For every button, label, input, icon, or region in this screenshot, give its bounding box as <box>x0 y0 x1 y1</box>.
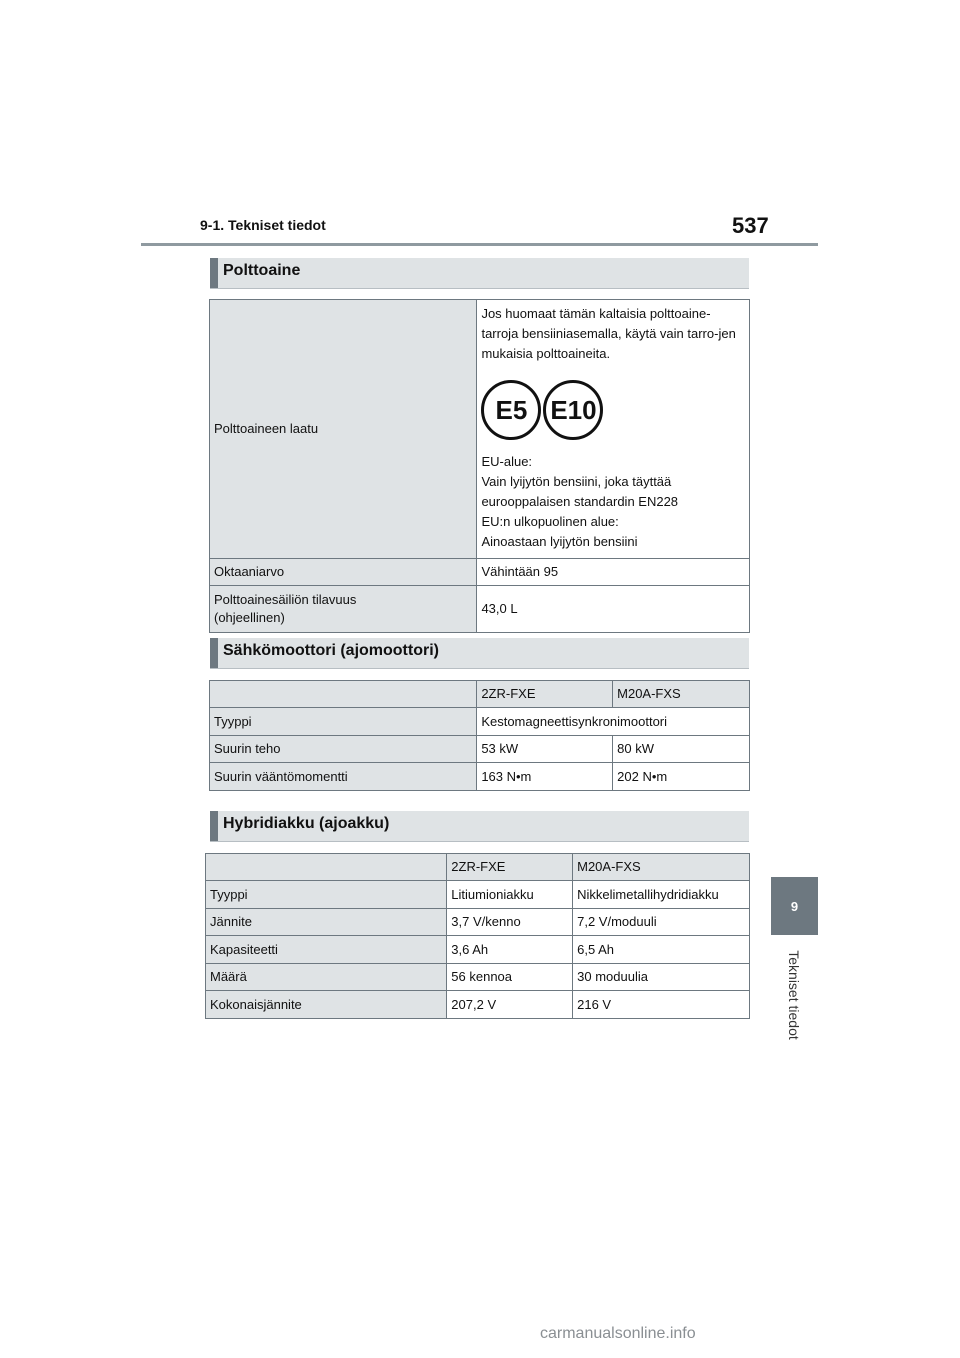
table-cell: Määrä <box>206 964 447 991</box>
table-cell: Litiumioniakku <box>447 881 573 909</box>
battery-section-heading <box>210 811 749 842</box>
chapter-label <box>786 943 802 1047</box>
table-row <box>210 681 750 708</box>
table-cell: 3,7 V/kenno <box>447 909 573 936</box>
eu-line: EU-alue: <box>481 454 533 469</box>
table-row <box>206 909 750 936</box>
table-row <box>206 881 750 909</box>
table-cell: M20A-FXS <box>573 854 750 881</box>
table-cell: 207,2 V <box>447 991 573 1019</box>
table-cell: 2ZR-FXE <box>477 681 613 708</box>
table-cell: 30 moduulia <box>573 964 750 991</box>
fuel-table <box>209 299 750 633</box>
tank-label-line: (ohjeellinen) <box>214 610 285 625</box>
table-cell: 6,5 Ah <box>573 936 750 964</box>
table-cell: Kestomagneettisynkronimoottori <box>477 708 750 736</box>
table-cell: Nikkelimetallihydridiakku <box>573 881 750 909</box>
battery-table <box>205 853 750 1019</box>
table-cell: 202 N•m <box>613 763 750 791</box>
table-cell: 7,2 V/moduuli <box>573 909 750 936</box>
table-cell: Tyyppi <box>210 708 477 736</box>
header-divider <box>141 243 818 246</box>
table-cell: M20A-FXS <box>613 681 750 708</box>
table-row <box>210 736 750 763</box>
table-cell: Suurin teho <box>210 736 477 763</box>
table-cell: 216 V <box>573 991 750 1019</box>
table-cell: Suurin vääntömomentti <box>210 763 477 791</box>
heading-accent-bar <box>210 811 218 841</box>
table-row <box>206 854 750 881</box>
table-row <box>206 991 750 1019</box>
table-cell <box>210 681 477 708</box>
table-cell: 43,0 L <box>477 586 750 633</box>
eu-line: Vain lyijytön bensiini, joka täyttää <box>481 474 672 489</box>
table-cell <box>206 854 447 881</box>
table-cell: Oktaaniarvo <box>210 559 477 586</box>
table-row <box>210 763 750 791</box>
motor-table <box>209 680 750 791</box>
section-title: 9-1. Tekniset tiedot <box>200 217 326 233</box>
table-cell: 56 kennoa <box>447 964 573 991</box>
table-row <box>210 708 750 736</box>
eu-line: Ainoastaan lyijytön bensiini <box>481 534 638 549</box>
table-cell: Kapasiteetti <box>206 936 447 964</box>
fuel-intro-text: Jos huomaat tämän kaltaisia polttoaine-tarroja bensiiniasemalla, käytä vain tarro-jen mukaisia polttoaineita. <box>481 306 736 361</box>
table-cell: Tyyppi <box>206 881 447 909</box>
motor-section-title: Sähkömoottori (ajomoottori) <box>223 642 439 659</box>
table-cell: Polttoaineen laatu <box>210 300 477 559</box>
eu-line: EU:n ulkopuolinen alue: <box>481 514 619 529</box>
battery-section-title: Hybridiakku (ajoakku) <box>223 815 390 832</box>
motor-section-heading <box>210 638 749 669</box>
e10-fuel-badge: E10 <box>543 380 603 440</box>
table-cell: Vähintään 95 <box>477 559 750 586</box>
table-cell: 163 N•m <box>477 763 613 791</box>
table-cell: Jännite <box>206 909 447 936</box>
table-cell: Kokonaisjännite <box>206 991 447 1019</box>
e5-fuel-badge: E5 <box>481 380 541 440</box>
table-row <box>210 300 750 559</box>
chapter-tab[interactable] <box>771 877 818 935</box>
eu-line: eurooppalaisen standardin EN228 <box>481 494 679 509</box>
fuel-quality-description <box>477 300 750 559</box>
heading-accent-bar <box>210 258 218 288</box>
table-cell <box>210 586 477 633</box>
table-row <box>206 964 750 991</box>
table-cell: 53 kW <box>477 736 613 763</box>
table-cell: 80 kW <box>613 736 750 763</box>
chapter-number: 9 <box>790 898 799 914</box>
table-cell: 2ZR-FXE <box>447 854 573 881</box>
fuel-section-heading <box>210 258 749 289</box>
table-row <box>210 559 750 586</box>
table-row <box>210 586 750 633</box>
table-cell: 3,6 Ah <box>447 936 573 964</box>
page-number: 537 <box>732 213 769 238</box>
watermark: carmanualsonline.info <box>540 1325 696 1342</box>
tank-label-line: Polttoainesäiliön tilavuus <box>214 592 357 607</box>
heading-accent-bar <box>210 638 218 668</box>
table-row <box>206 936 750 964</box>
fuel-section-title: Polttoaine <box>223 262 301 279</box>
fuel-badges <box>481 380 745 440</box>
chapter-label-text: Tekniset tiedot <box>786 950 802 1040</box>
